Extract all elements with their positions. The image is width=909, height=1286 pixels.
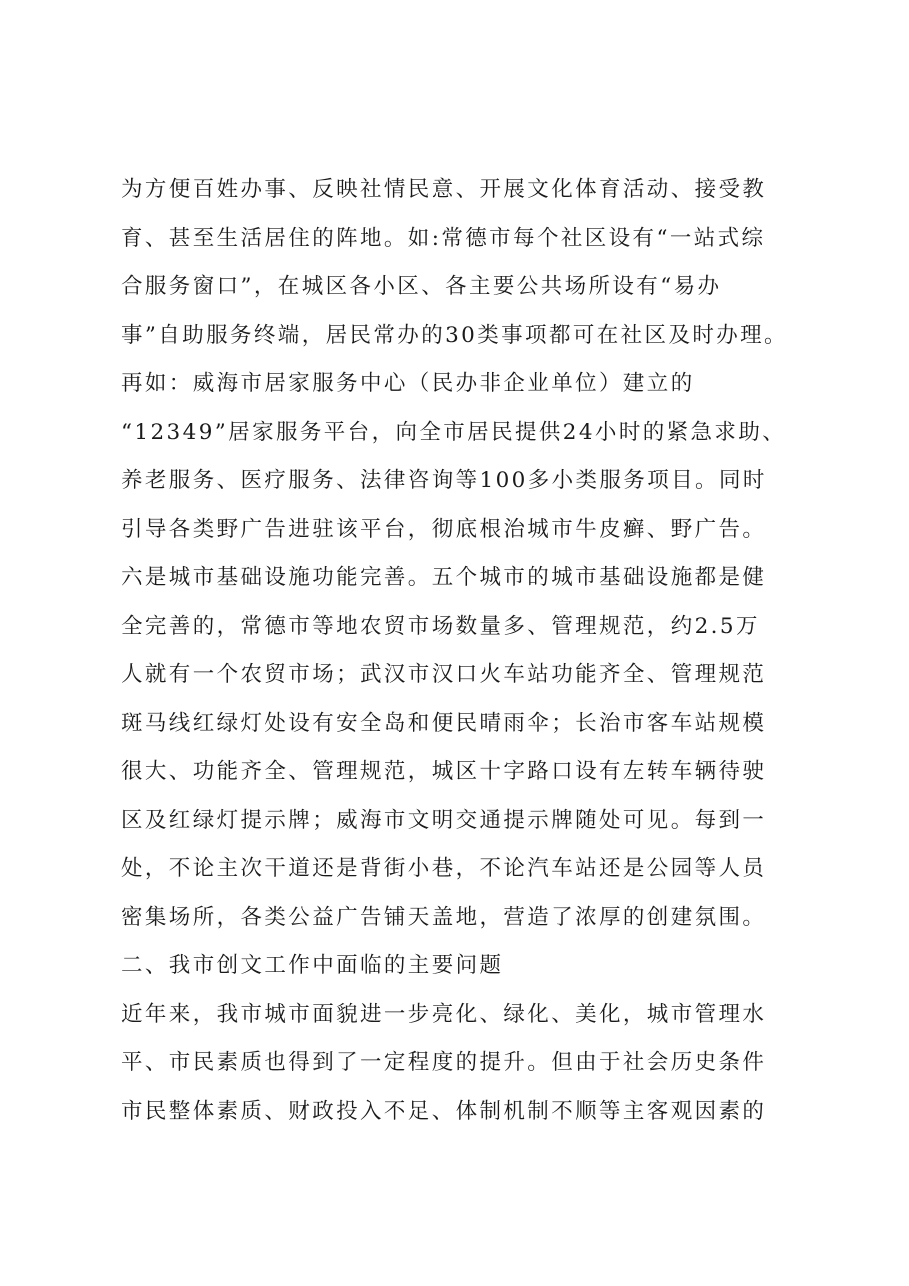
text-line: 为方便百姓办事、反映社情民意、开展文化体育活动、接受教: [121, 177, 767, 202]
text-line: 合服务窗口”，在城区各小区、各主要公共场所设有“易办: [121, 274, 722, 299]
text-line: 再如：威海市居家服务中心（民办非企业单位）建立的: [121, 371, 695, 396]
text-line: “12349”居家服务平台，向全市居民提供24小时的紧急求助、: [121, 419, 787, 445]
text-line: 养老服务、医疗服务、法律咨询等100多小类服务项目。同时: [121, 468, 767, 493]
text-line: 六是城市基础设施功能完善。五个城市的城市基础设施都是健: [121, 565, 767, 590]
text-line: 处，不论主次干道还是背街小巷，不论汽车站还是公园等人员: [121, 856, 767, 881]
text-line: 事”自助服务终端，居民常办的30类事项都可在社区及时办理。: [121, 322, 788, 348]
text-line: 市民整体素质、财政投入不足、体制机制不顺等主客观因素的: [121, 1098, 767, 1124]
text-line: 区及红绿灯提示牌；威海市文明交通提示牌随处可见。每到一: [121, 807, 767, 833]
text-line: 平、市民素质也得到了一定程度的提升。但由于社会历史条件: [121, 1050, 767, 1075]
text-line: 全完善的，常德市等地农贸市场数量多、管理规范，约2.5万: [121, 613, 760, 639]
text-line: 人就有一个农贸市场；武汉市汉口火车站功能齐全、管理规范: [121, 662, 767, 687]
text-line: 育、甚至生活居住的阵地。如:常德市每个社区设有“一站式综: [121, 225, 766, 251]
text-line: 很大、功能齐全、管理规范，城区十字路口设有左转车辆待驶: [121, 759, 767, 784]
text-line: 斑马线红绿灯处设有安全岛和便民晴雨伞；长治市客车站规模: [121, 710, 767, 736]
section-heading: 二、我市创文工作中面临的主要问题: [121, 953, 504, 978]
text-line: 引导各类野广告进驻该平台，彻底根治城市牛皮癣、野广告。: [121, 516, 767, 542]
body-text: [121, 166, 801, 1136]
text-line: 近年来，我市城市面貌进一步亮化、绿化、美化，城市管理水: [121, 1001, 767, 1027]
text-line: 密集场所，各类公益广告铺天盖地，营造了浓厚的创建氛围。: [121, 904, 767, 930]
